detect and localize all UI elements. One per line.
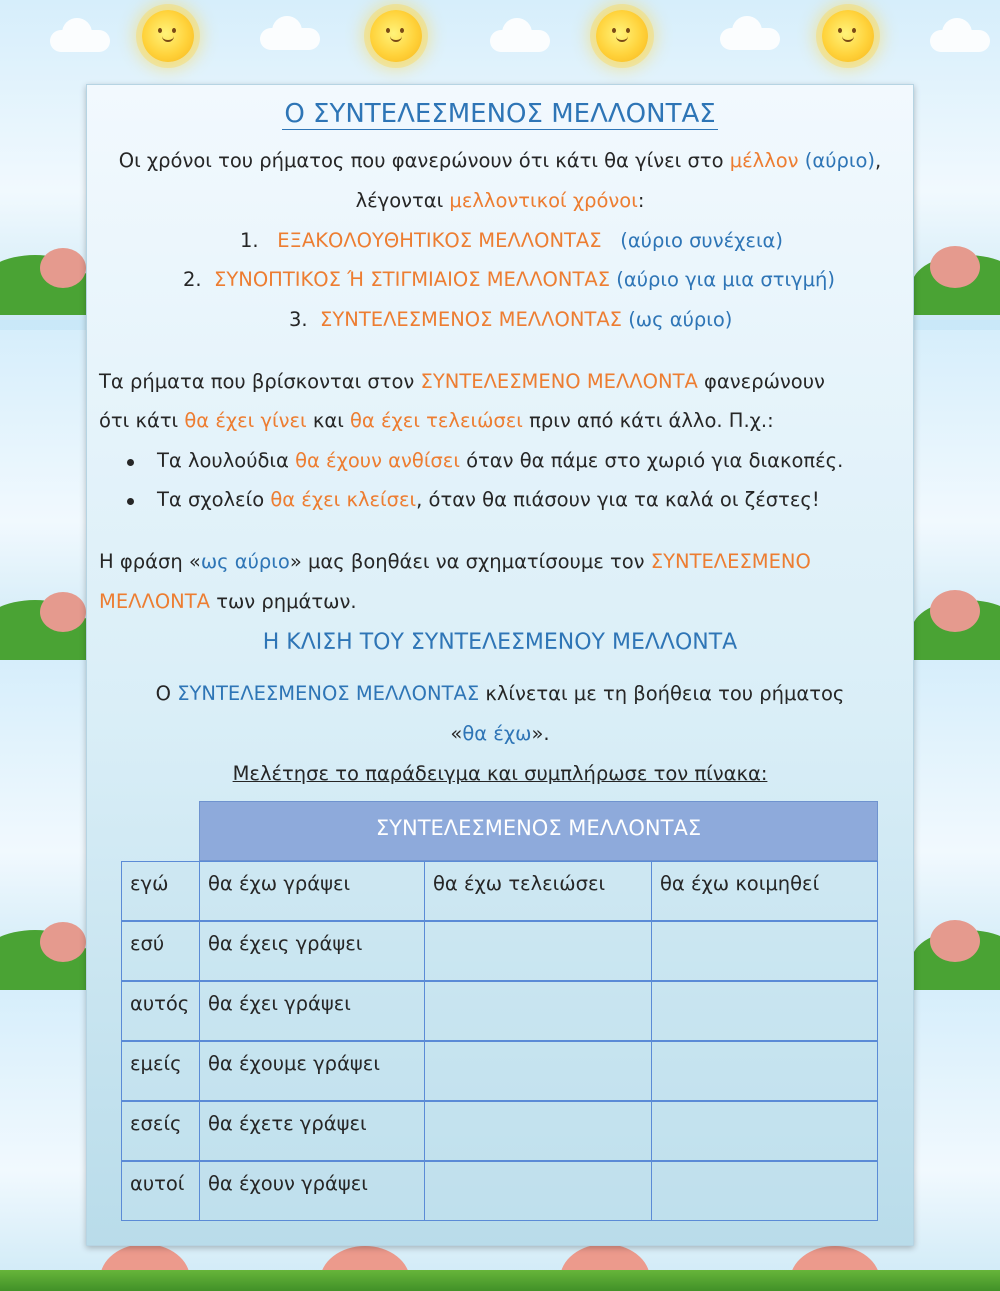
- answer-cell[interactable]: [424, 1161, 652, 1221]
- pronoun-cell: εσείς: [121, 1101, 200, 1161]
- answer-cell[interactable]: [424, 1041, 652, 1101]
- tense-list-item: 1. ΕΞΑΚΟΛΟΥΘΗΤΙΚΟΣ ΜΕΛΛΟΝΤΑΣ (αύριο συνέχεια): [240, 229, 784, 252]
- tense-list-item: 3. ΣΥΝΤΕΛΕΣΜΕΝΟΣ ΜΕΛΛΟΝΤΑΣ (ως αύριο): [289, 308, 733, 331]
- answer-cell[interactable]: [651, 1101, 878, 1161]
- table-cell: θα έχετε γράψει: [199, 1101, 425, 1161]
- phrase-line-1: Η φράση «ως αύριο» μας βοηθάει να σχηματίσουμε τον ΣΥΝΤΕΛΕΣΜΕΝΟ: [99, 550, 811, 573]
- bush-decoration: [40, 922, 86, 962]
- example-item: Τα σχολείο θα έχει κλείσει, όταν θα πιάσουν για τα καλά οι ζέστες!: [157, 488, 820, 511]
- sun-icon: [822, 10, 874, 62]
- sun-icon: [142, 10, 194, 62]
- explanation-line-2: ότι κάτι θα έχει γίνει και θα έχει τελειώσει πριν από κάτι άλλο. Π.χ.:: [99, 409, 774, 432]
- worksheet-card: [86, 84, 914, 1246]
- ground-decoration: [0, 1270, 1000, 1291]
- pronoun-cell: αυτός: [121, 981, 200, 1041]
- bush-decoration: [930, 246, 980, 288]
- bullet-icon: [127, 498, 134, 505]
- table-cell: θα έχουμε γράψει: [199, 1041, 425, 1101]
- conjugation-line-2: «θα έχω».: [450, 722, 550, 745]
- cloud-icon: [720, 28, 780, 50]
- table-header: ΣΥΝΤΕΛΕΣΜΕΝΟΣ ΜΕΛΛΟΝΤΑΣ: [199, 801, 878, 861]
- answer-cell[interactable]: [651, 1041, 878, 1101]
- pronoun-cell: εσύ: [121, 921, 200, 981]
- table-cell: θα έχω γράψει: [199, 861, 425, 921]
- cloud-icon: [260, 28, 320, 50]
- bush-decoration: [40, 592, 86, 632]
- sun-icon: [370, 10, 422, 62]
- intro-line-1: Οι χρόνοι του ρήματος που φανερώνουν ότι κάτι θα γίνει στο μέλλον (αύριο),: [118, 149, 882, 172]
- sun-icon: [596, 10, 648, 62]
- conjugation-line-1: Ο ΣΥΝΤΕΛΕΣΜΕΝΟΣ ΜΕΛΛΟΝΤΑΣ κλίνεται με τη βοήθεια του ρήματος: [155, 682, 845, 705]
- cloud-icon: [490, 30, 550, 52]
- answer-cell[interactable]: [424, 921, 652, 981]
- answer-cell[interactable]: [424, 981, 652, 1041]
- table-cell: θα έχει γράψει: [199, 981, 425, 1041]
- bush-decoration: [930, 920, 980, 962]
- answer-cell[interactable]: [424, 1101, 652, 1161]
- table-cell: θα έχω κοιμηθεί: [651, 861, 878, 921]
- answer-cell[interactable]: [651, 981, 878, 1041]
- phrase-line-2: ΜΕΛΛΟΝΤΑ των ρημάτων.: [99, 590, 357, 613]
- section-title: Η ΚΛΙΣΗ ΤΟΥ ΣΥΝΤΕΛΕΣΜΕΝΟΥ ΜΕΛΛΟΝΤΑ: [262, 630, 738, 655]
- table-cell: θα έχω τελειώσει: [424, 861, 652, 921]
- cloud-icon: [930, 30, 990, 52]
- intro-line-2: λέγονται μελλοντικοί χρόνοι:: [355, 189, 645, 212]
- bullet-icon: [127, 459, 134, 466]
- answer-cell[interactable]: [651, 1161, 878, 1221]
- page-title: Ο ΣΥΝΤΕΛΕΣΜΕΝΟΣ ΜΕΛΛΟΝΤΑΣ: [284, 99, 716, 129]
- table-cell: θα έχουν γράψει: [199, 1161, 425, 1221]
- example-item: Τα λουλούδια θα έχουν ανθίσει όταν θα πάμε στο χωριό για διακοπές.: [157, 449, 844, 472]
- table-cell: θα έχεις γράψει: [199, 921, 425, 981]
- answer-cell[interactable]: [651, 921, 878, 981]
- pronoun-cell: αυτοί: [121, 1161, 200, 1221]
- instruction-text: Μελέτησε το παράδειγμα και συμπλήρωσε τον πίνακα:: [232, 762, 768, 785]
- explanation-line-1: Τα ρήματα που βρίσκονται στον ΣΥΝΤΕΛΕΣΜΕΝΟ ΜΕΛΛΟΝΤΑ φανερώνουν: [99, 370, 825, 393]
- bush-decoration: [40, 248, 86, 288]
- pronoun-cell: εγώ: [121, 861, 200, 921]
- pronoun-cell: εμείς: [121, 1041, 200, 1101]
- cloud-icon: [50, 30, 110, 52]
- tense-list-item: 2. ΣΥΝΟΠΤΙΚΟΣ Ή ΣΤΙΓΜΙΑΙΟΣ ΜΕΛΛΟΝΤΑΣ (αύριο για μια στιγμή): [183, 268, 835, 291]
- bush-decoration: [930, 590, 980, 632]
